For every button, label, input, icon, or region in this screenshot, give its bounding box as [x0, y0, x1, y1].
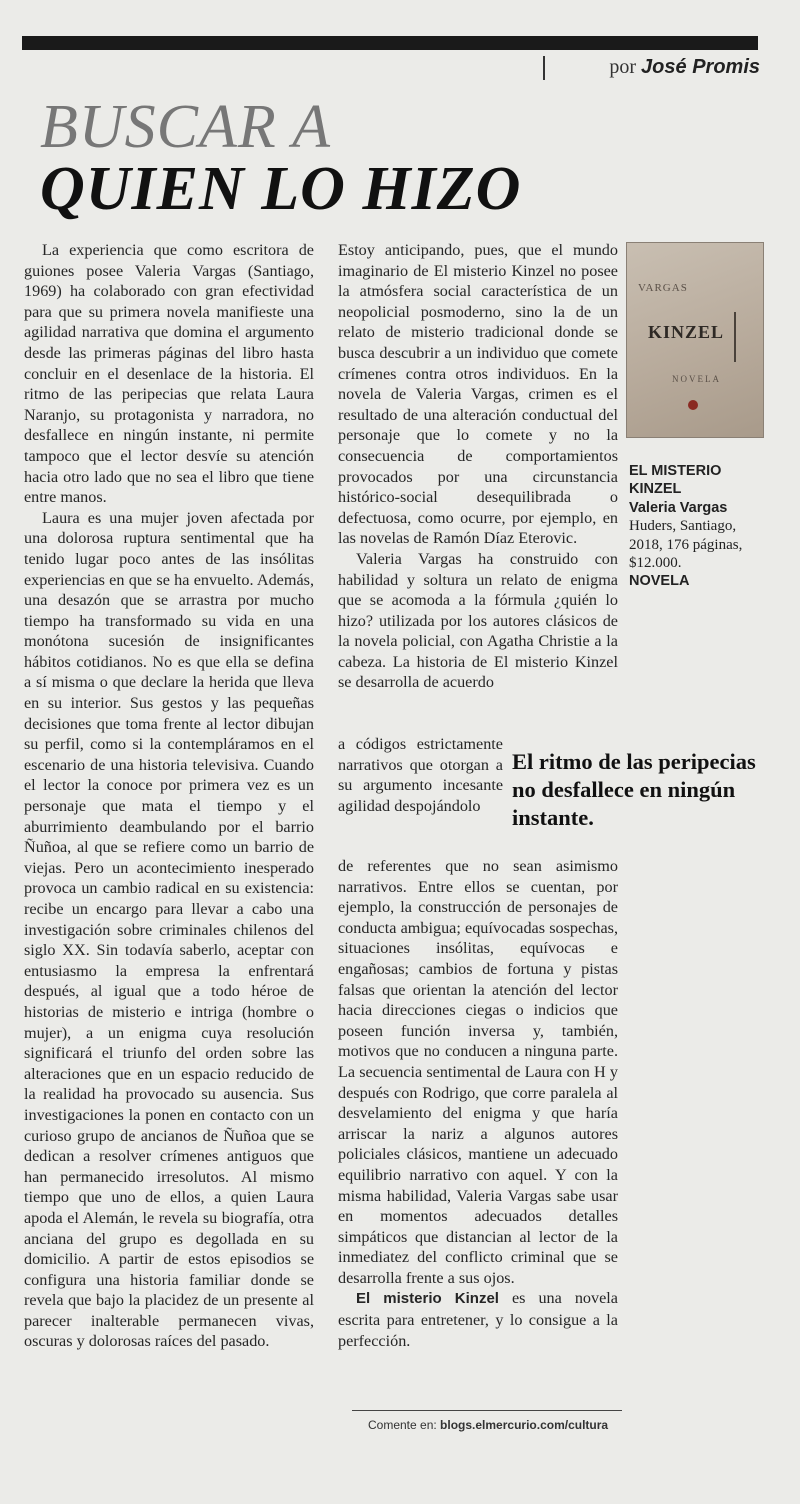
- col2-paragraph-2-cont: de referentes que no sean asimismo narrativos. Entre ellos se cuentan, por ejemplo, la construcción de personajes de conducta ambigua; equívocadas sospechas, situaciones insólitas, equívocas e engañosas; cambios de fortuna y pistas falsas que orientan la atención del lector hacia direcciones ciegas o indicios que poseen función inversa y, también, motivos que no conducen a ninguna parte. La secuencia sentimental de Laura con H y después con Rodrigo, que corre paralela al desvelamiento del enigma y que haría arriscar la nariz a algunos autores policiales clásicos, mantiene un adecuado equilibrio narrativo con aquel. Y con la misma habilidad, Valeria Vargas sabe usar en momentos adecuados detalles simpáticos que distancian al lector de la inmediatez del conflicto criminal que se desarrolla frente a sus ojos.: [338, 857, 618, 1287]
- cover-title: KINZEL: [648, 322, 725, 342]
- col1-paragraph-1: La experiencia que como escritora de guiones posee Valeria Vargas (Santiago, 1969) ha colaborado con gran efectividad para que su primera novela manifieste una agilidad narrativa que domina el argumento desde las primeras páginas del libro hasta concluir en el desenlace de la historia. El ritmo de las peripecias que relata Laura Naranjo, su protagonista y narradora, no desfallece en ningún instante, ni permite tampoco que el lector desvíe su atención hacia otro lado que no sea el libro que tiene entre manos.: [24, 241, 314, 507]
- col2-paragraph-3: [338, 1288, 618, 1351]
- byline-author: José Promis: [641, 56, 760, 78]
- footer-link[interactable]: blogs.elmercurio.com/cultura: [440, 1418, 609, 1432]
- col2-narrow-text: a códigos estrictamente narrativos que otorgan a su argumento incesante agilidad despojándolo: [338, 735, 503, 815]
- book-title-inline: El misterio Kinzel: [356, 1290, 499, 1308]
- book-cover-image: [626, 242, 764, 438]
- byline: [560, 56, 760, 79]
- column-1: [24, 240, 314, 1352]
- book-publisher: Huders, Santiago, 2018, 176 páginas, $12.000.: [629, 518, 743, 572]
- title-line-1: BUSCAR A: [40, 93, 331, 161]
- col1-paragraph-2: Laura es una mujer joven afectada por una dolorosa ruptura sentimental que ha tenido lugar poco antes de las insólitas experiencias en que se ha envuelto. Además, una desazón que se arrastra por mucho tiempo ha transformado su vida en una monótona sucesión de insignificantes hábitos cotidianos. No es que ella se defina a sí misma o que declare la herida que lleva en su interior. Sus gestos y las pequeñas decisiones que toma frente al lector dibujan su perfil, como si la contempláramos en el escenario de una historia televisiva. Cuando el lector la conoce por primera vez es un personaje que mata el tiempo y el aburrimiento deambulando por el barrio Ñuñoa, al que se refiere como un barrio de viejas. Pero un acontecimiento inesperado provoca un cambio radical en su existencia: recibe un encargo para llevar a cabo una investigación sobre criminales chilenos del siglo XX. Sin todavía saberlo, aceptar con entusiasmo la empresa la enfrentará después, al igual que a todo héroe de historias de misterio e intriga (hombre o mujer), a un enigma cuya resolución significará el triunfo del orden sobre las alteraciones que en un espacio reducido de la realidad ha provocado su ausencia. Sus investigaciones la ponen en contacto con un curioso grupo de ancianos de Ñuñoa que se dedican a resolver crímenes antiguos que han permanecido irresolutos. Al mismo tiempo que uno de ellos, a quien Laura apoda el Alemán, le revela su biografía, otra anciana del grupo es degollada en su domicilio. A partir de estos episodios se configura una historia familiar donde se revela que bajo la placidez de un presente al parecer inalterable permanecen vivas, oscuras y dolorosas raíces del pasado.: [24, 508, 314, 1351]
- footer-prefix: Comente en:: [368, 1418, 441, 1432]
- cover-author: VARGAS: [638, 282, 688, 294]
- col2-paragraph-3-text: es una novela escrita para entretener, y lo consigue a la perfección.: [338, 1289, 618, 1350]
- cover-seal-icon: [688, 400, 698, 410]
- book-info: [629, 462, 769, 591]
- footer: [368, 1418, 638, 1432]
- cover-figure-icon: [734, 312, 736, 362]
- column-2-continued: [338, 856, 618, 1351]
- col2-paragraph-1: Estoy anticipando, pues, que el mundo imaginario de El misterio Kinzel no posee la atmósfera social característica de un neopolicial posmoderno, sino la de un relato de misterio tradicional donde se busca descubrir a un individuo que comete crímenes contra otros individuos. En la novela de Valeria Vargas, crimen es el resultado de una alteración conductual del personaje que lo comete y no la consecuencia de comportamientos provocados por una circunstancia histórico-social desequilibrada o defectuosa, como ocurre, por ejemplo, en las novelas de Ramón Díaz Eterovic.: [338, 241, 618, 548]
- article-title: [40, 93, 560, 223]
- book-genre: NOVELA: [629, 573, 690, 590]
- column-2-narrow: [338, 734, 503, 816]
- byline-separator: [543, 56, 545, 80]
- col2-paragraph-2: Valeria Vargas ha construido con habilidad y soltura un relato de enigma que se acomoda a la fórmula ¿quién lo hizo? utilizada por los autores clásicos de la novela policial, con Agatha Christie a la cabeza. La historia de El misterio Kinzel se desarrolla de acuerdo: [338, 549, 618, 692]
- byline-prefix: por: [609, 56, 637, 78]
- pull-quote: El ritmo de las peripecias no desfallece en ningún instante.: [512, 749, 756, 830]
- cover-subtitle: NOVELA: [672, 374, 721, 384]
- book-author: Valeria Vargas: [629, 499, 728, 516]
- column-2: [338, 240, 618, 693]
- title-line-2: QUIEN LO HIZO: [40, 155, 522, 223]
- footer-rule: [352, 1410, 622, 1411]
- book-title: EL MISTERIO KINZEL: [629, 463, 722, 498]
- header-rule: [22, 36, 758, 50]
